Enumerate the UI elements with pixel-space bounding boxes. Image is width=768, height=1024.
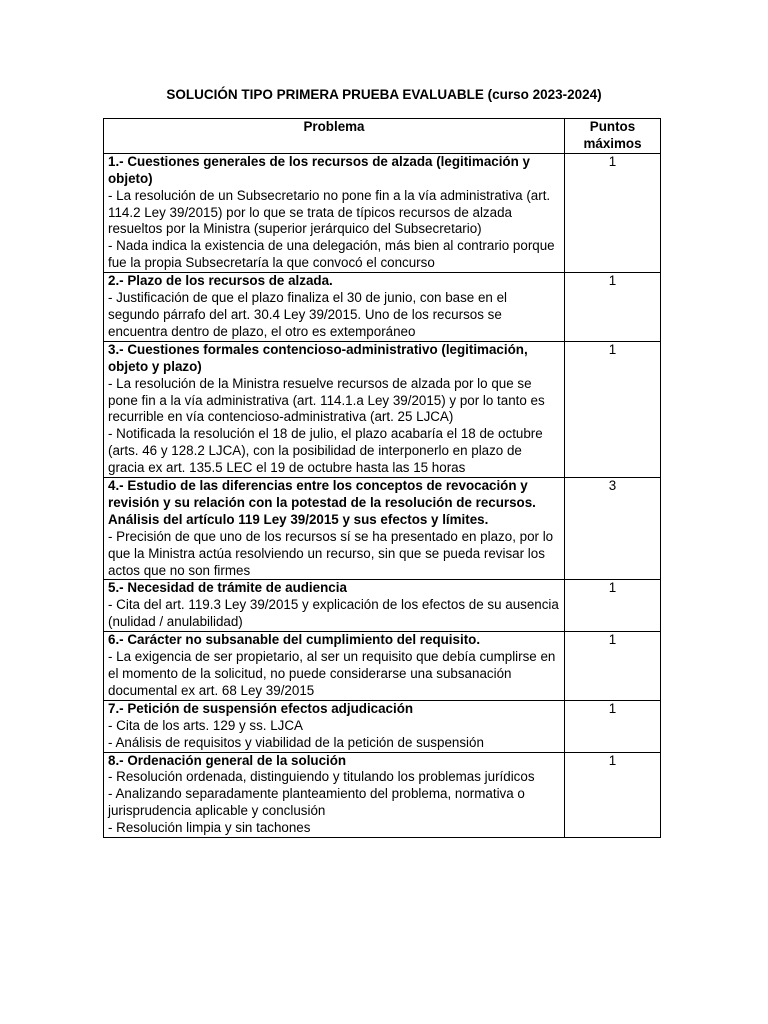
points-cell: 3 bbox=[565, 478, 661, 580]
table-row bbox=[104, 752, 661, 838]
problem-detail-line: - La resolución de un Subsecretario no pone fin a la vía administrativa (art. 114.2 Ley 39/2015) por lo que se trata de típicos recursos de alzada resueltos por la Ministra (superior jerárquico del Subsecretario) bbox=[108, 187, 551, 237]
problem-cell bbox=[104, 700, 565, 752]
points-cell: 1 bbox=[565, 580, 661, 632]
problem-detail-line: - La resolución de la Ministra resuelve recursos de alzada por lo que se pone fin a la vía administrativa (art. 114.1.a Ley 39/2015) y por lo tanto es recurrible en vía contencioso-administrativa (art. 25 LJCA) bbox=[108, 375, 545, 425]
problem-cell bbox=[104, 153, 565, 272]
table-body bbox=[104, 153, 661, 837]
problem-detail-line: - Precisión de que uno de los recursos sí se ha presentado en plazo, por lo que la Ministra actúa resolviendo un recurso, sin que se pueda revisar los actos que no son firmes bbox=[108, 528, 554, 578]
page-title: SOLUCIÓN TIPO PRIMERA PRUEBA EVALUABLE (curso 2023-2024) bbox=[166, 87, 602, 102]
scoring-table bbox=[103, 118, 661, 838]
points-cell: 1 bbox=[565, 273, 661, 342]
points-cell: 1 bbox=[565, 752, 661, 838]
header-problem: Problema bbox=[104, 119, 565, 154]
table-row bbox=[104, 478, 661, 580]
problem-detail-line: - Cita del art. 119.3 Ley 39/2015 y explicación de los efectos de su ausencia (nulidad / anulabilidad) bbox=[108, 597, 559, 630]
problem-title: 6.- Carácter no subsanable del cumplimiento del requisito. bbox=[108, 632, 481, 648]
problem-cell bbox=[104, 273, 565, 342]
table-row bbox=[104, 632, 661, 701]
problem-title: 4.- Estudio de las diferencias entre los conceptos de revocación y revisión y su relación con la potestad de la resolución de recursos. Análisis del artículo 119 Ley 39/2015 y sus efectos y límites. bbox=[108, 478, 536, 527]
problem-cell bbox=[104, 632, 565, 701]
problem-detail-line: - La exigencia de ser propietario, al ser un requisito que debía cumplirse en el momento de la solicitud, no puede considerarse una subsanación documental ex art. 68 Ley 39/2015 bbox=[108, 649, 556, 698]
problem-detail-line: - Resolución limpia y sin tachones bbox=[108, 820, 311, 836]
problem-cell bbox=[104, 580, 565, 632]
problem-title: 1.- Cuestiones generales de los recursos de alzada (legitimación y objeto) bbox=[108, 153, 530, 186]
table-row bbox=[104, 700, 661, 752]
problem-cell bbox=[104, 478, 565, 580]
problem-cell bbox=[104, 752, 565, 838]
table-row bbox=[104, 341, 661, 477]
problem-title: 7.- Petición de suspensión efectos adjudicación bbox=[108, 700, 414, 716]
points-cell: 1 bbox=[565, 341, 661, 477]
problem-detail-line: - Notificada la resolución el 18 de julio, el plazo acabaría el 18 de octubre (arts. 46 y 128.2 LJCA), con la posibilidad de interponerlo en plazo de gracia ex art. 135.5 LEC el 19 de octubre hasta las 15 horas bbox=[108, 426, 543, 476]
table-row bbox=[104, 153, 661, 272]
table-header-row bbox=[104, 119, 661, 154]
problem-cell bbox=[104, 341, 565, 477]
problem-title: 2.- Plazo de los recursos de alzada. bbox=[108, 273, 333, 289]
points-cell: 1 bbox=[565, 632, 661, 701]
problem-title: 8.- Ordenación general de la solución bbox=[108, 752, 347, 768]
problem-title: 3.- Cuestiones formales contencioso-administrativo (legitimación, objeto y plazo) bbox=[108, 341, 528, 374]
problem-detail-line: - Cita de los arts. 129 y ss. LJCA bbox=[108, 717, 303, 733]
points-cell: 1 bbox=[565, 700, 661, 752]
problem-detail-line: - Análisis de requisitos y viabilidad de la petición de suspensión bbox=[108, 734, 484, 750]
problem-detail-line: - Justificación de que el plazo finaliza el 30 de junio, con base en el segundo párrafo del art. 30.4 Ley 39/2015. Uno de los recursos se encuentra dentro de plazo, el otro es extemporáneo bbox=[108, 290, 507, 339]
table-row bbox=[104, 273, 661, 342]
table-row bbox=[104, 580, 661, 632]
problem-detail-line: - Nada indica la existencia de una delegación, más bien al contrario porque fue la propia Subsecretaría la que convocó el concurso bbox=[108, 238, 555, 271]
problem-detail-line: - Resolución ordenada, distinguiendo y titulando los problemas jurídicos bbox=[108, 769, 535, 785]
header-points: Puntos máximos bbox=[565, 119, 661, 154]
problem-title: 5.- Necesidad de trámite de audiencia bbox=[108, 580, 347, 596]
points-cell: 1 bbox=[565, 153, 661, 272]
problem-detail-line: - Analizando separadamente planteamiento del problema, normativa o jurisprudencia aplicable y conclusión bbox=[108, 786, 525, 819]
